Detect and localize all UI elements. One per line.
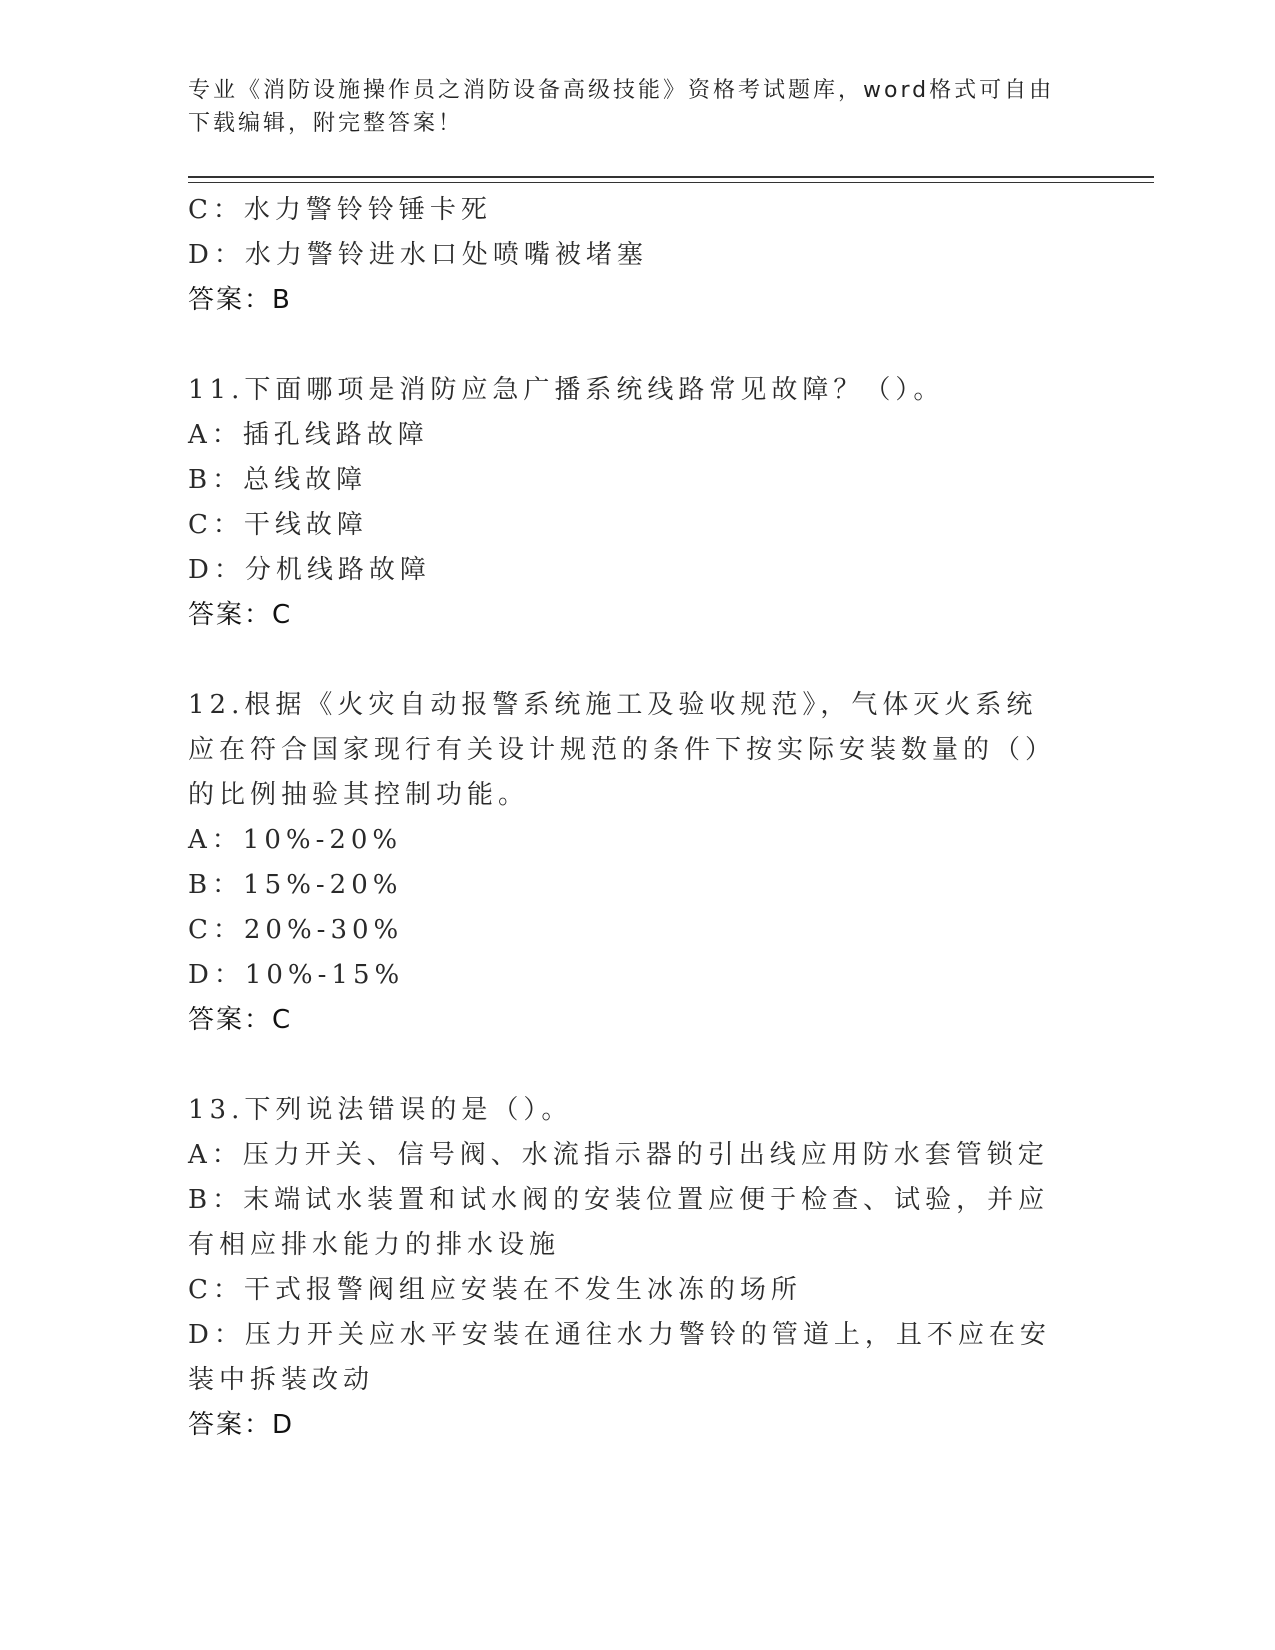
header-rule-thin (188, 182, 1154, 183)
question-13 (188, 1088, 1088, 1448)
header-rule-thick (188, 176, 1154, 178)
answer-line: 答案：B (188, 285, 292, 315)
question-list (188, 188, 1088, 1448)
answer-line: 答案：C (188, 600, 293, 630)
spacer (188, 323, 1088, 368)
spacer (188, 638, 1088, 683)
option-b: B：末端试水装置和试水阀的安装位置应便于检查、试验，并应有相应排水能力的排水设施 (188, 1185, 1050, 1260)
question-stem: 13.下列说法错误的是（）。 (188, 1095, 573, 1125)
option-a: A：10%-20% (188, 825, 403, 855)
question-stem: 12.根据《火灾自动报警系统施工及验收规范》，气体灭火系统应在符合国家现行有关设计规范的条件下按实际安装数量的（）的比例抽验其控制功能。 (188, 690, 1057, 810)
option-b: B：15%-20% (188, 870, 403, 900)
question-12 (188, 683, 1088, 1043)
answer-line: 答案：C (188, 1005, 293, 1035)
option-d: D：水力警铃进水口处喷嘴被堵塞 (188, 240, 648, 270)
document-header: 专业《消防设施操作员之消防设备高级技能》资格考试题库，word格式可自由下载编辑，附完整答案！ (188, 78, 1055, 136)
option-a: A：压力开关、信号阀、水流指示器的引出线应用防水套管锁定 (188, 1140, 1049, 1170)
option-a: A：插孔线路故障 (188, 420, 429, 450)
question-10-continued (188, 188, 1088, 323)
question-11 (188, 368, 1088, 638)
question-stem: 11.下面哪项是消防应急广播系统线路常见故障？（）。 (188, 375, 945, 405)
option-c: C：干式报警阀组应安装在不发生冰冻的场所 (188, 1275, 802, 1305)
option-c: C：干线故障 (188, 510, 368, 540)
answer-line: 答案：D (188, 1410, 295, 1440)
option-c: C：20%-30% (188, 915, 404, 945)
spacer (188, 1043, 1088, 1088)
option-d: D：10%-15% (188, 960, 405, 990)
option-d: D：分机线路故障 (188, 555, 431, 585)
option-c: C：水力警铃铃锤卡死 (188, 195, 492, 225)
option-b: B：总线故障 (188, 465, 368, 495)
option-d: D：压力开关应水平安装在通往水力警铃的管道上，且不应在安装中拆装改动 (188, 1320, 1051, 1395)
